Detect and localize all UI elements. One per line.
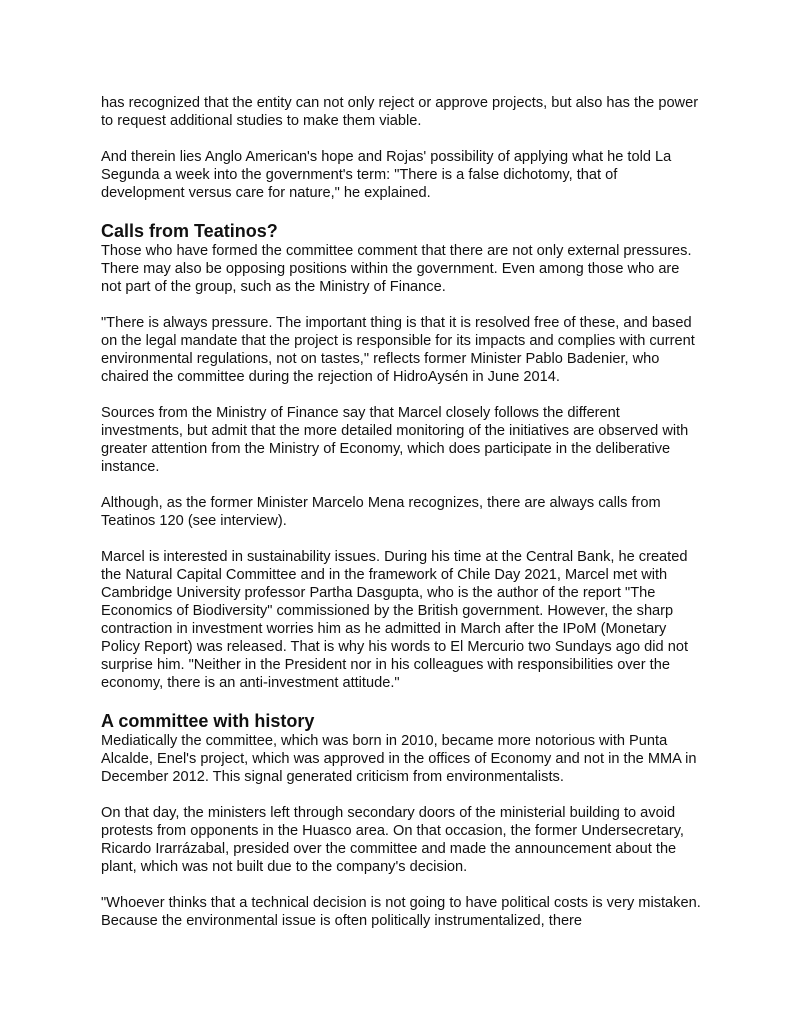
paragraph: On that day, the ministers left through secondary doors of the ministerial building to avoid protests from opponents in the Huasco area. On that occasion, the former Undersecretary, Ricardo Irarrázabal, presided over the committee and made the announcement about the plant, which was not built due to the company's decision. <box>101 805 684 875</box>
paragraph: "There is always pressure. The important thing is that it is resolved free of these, and based on the legal mandate that the project is responsible for its impacts and complies with current environmental regulations, not on tastes," reflects former Minister Pablo Badenier, who chaired the committee during the rejection of HidroAysén in June 2014. <box>101 315 695 385</box>
section-heading-calls-from-teatinos: Calls from Teatinos? <box>101 221 278 241</box>
paragraph: "Whoever thinks that a technical decision is not going to have political costs is very mistaken. Because the environmental issue is often politically instrumentalized, there <box>101 895 701 929</box>
paragraph: Marcel is interested in sustainability issues. During his time at the Central Bank, he created the Natural Capital Committee and in the framework of Chile Day 2021, Marcel met with Cambridge University professor Partha Dasgupta, who is the author of the report "The Economics of Biodiversity" commissioned by the British government. However, the sharp contraction in investment worries him as he admitted in March after the IPoM (Monetary Policy Report) was released. That is why his words to El Mercurio two Sundays ago did not surprise him. "Neither in the President nor in his colleagues with responsibilities over the economy, there is an anti-investment attitude." <box>101 549 688 691</box>
paragraph: Sources from the Ministry of Finance say that Marcel closely follows the different investments, but admit that the more detailed monitoring of the initiatives are observed with greater attention from the Ministry of Economy, which does participate in the deliberative instance. <box>101 405 689 475</box>
paragraph: Those who have formed the committee comment that there are not only external pressures. There may also be opposing positions within the government. Even among those who are not part of the group, such as the Ministry of Finance. <box>101 243 692 295</box>
paragraph: has recognized that the entity can not only reject or approve projects, but also has the power to request additional studies to make them viable. <box>101 95 699 129</box>
section-heading-committee-with-history: A committee with history <box>101 711 315 731</box>
paragraph: Mediatically the committee, which was born in 2010, became more notorious with Punta Alcalde, Enel's project, which was approved in the offices of Economy and not in the MMA in December 2012. This signal generated criticism from environmentalists. <box>101 733 697 785</box>
paragraph: Although, as the former Minister Marcelo Mena recognizes, there are always calls from Teatinos 120 (see interview). <box>101 495 661 529</box>
paragraph: And therein lies Anglo American's hope and Rojas' possibility of applying what he told La Segunda a week into the government's term: "There is a false dichotomy, that of development versus care for nature," he explained. <box>101 149 672 201</box>
document-page <box>101 94 701 948</box>
